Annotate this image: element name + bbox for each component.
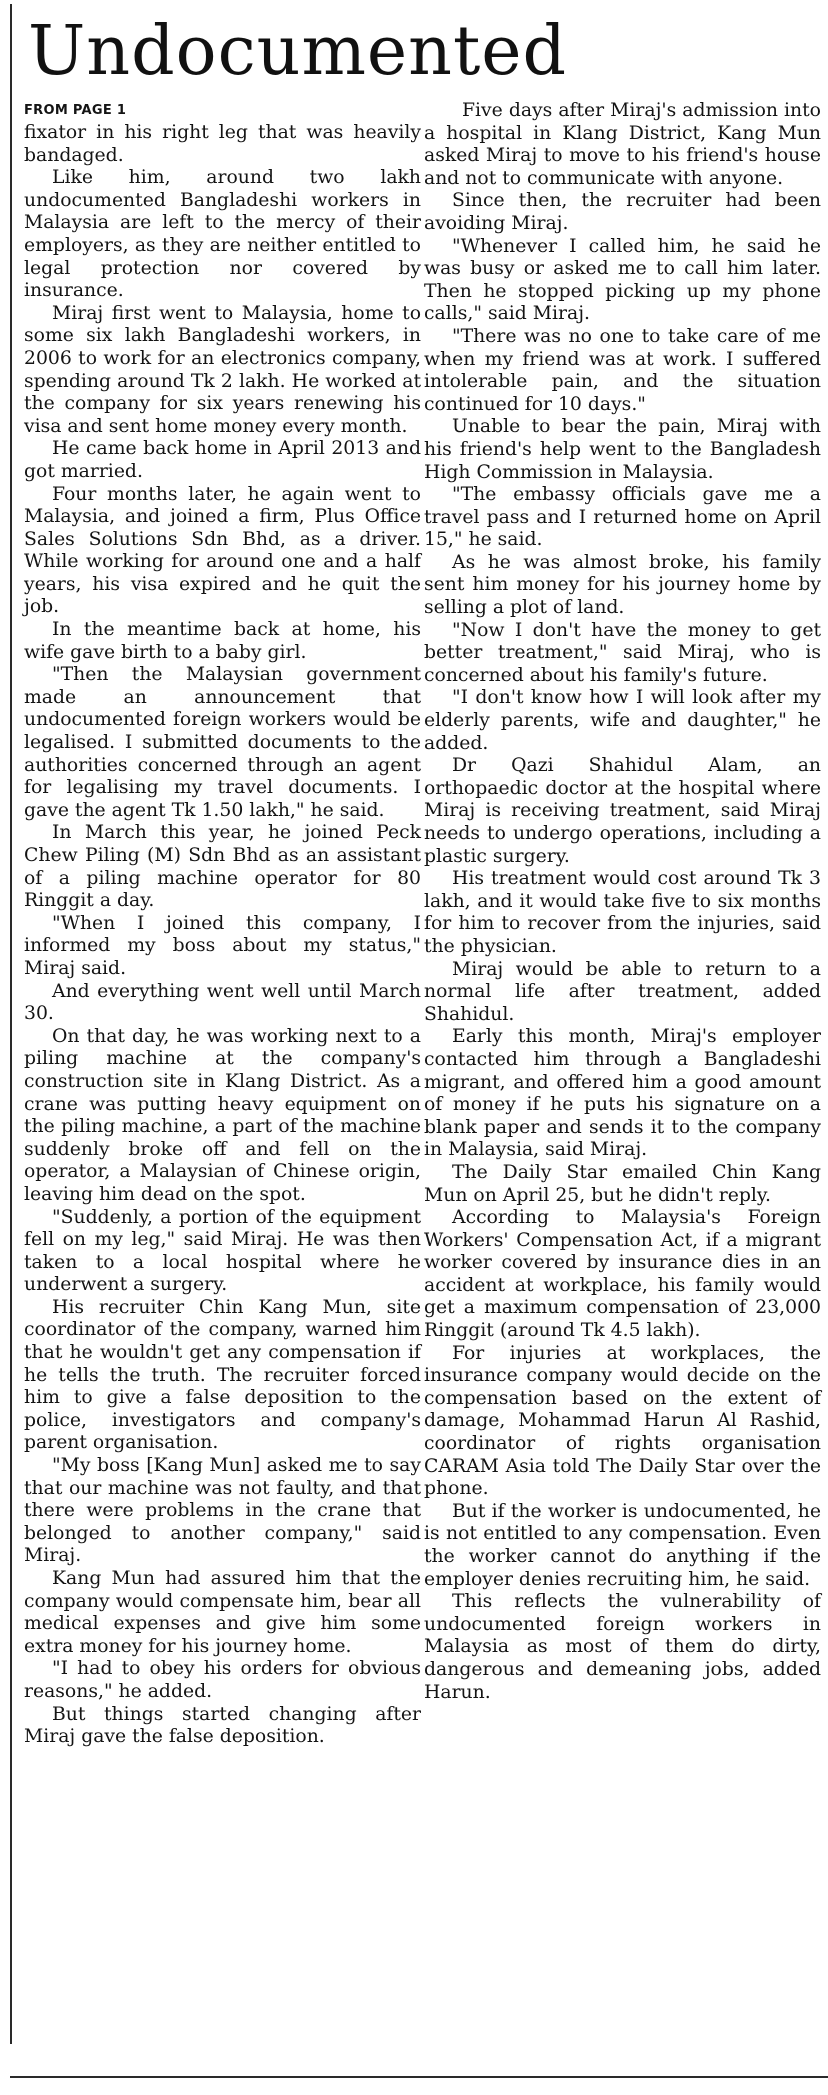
paragraph: Early this month, Miraj's employer contacted him through a Bangladeshi migrant, and offered him a good amount of money if he puts his signature on a blank paper and sends it to the company in Malaysia, said Miraj. — [424, 1026, 821, 1161]
paragraph: In March this year, he joined Peck Chew Piling (M) Sdn Bhd as an assistant of a piling machine operator for 80 Ringgit a day. — [24, 822, 421, 912]
paragraph: As he was almost broke, his family sent him money for his journey home by selling a plot of land. — [424, 551, 821, 619]
paragraph: "There was no one to take care of me when my friend was at work. I suffered intolerable pain, and the situation continued for 10 days." — [424, 325, 821, 415]
paragraph: "Whenever I called him, he said he was busy or asked me to call him later. Then he stopped picking up my phone calls," said Miraj. — [424, 235, 821, 325]
paragraph: His recruiter Chin Kang Mun, site coordinator of the company, warned him that he wouldn't get any compensation if he tells the truth. The recruiter forced him to give a false deposition to the police, investigators and company's parent organisation. — [24, 1296, 421, 1454]
paragraph: Dr Qazi Shahidul Alam, an orthopaedic doctor at the hospital where Miraj is receiving treatment, said Miraj needs to undergo operations, including a plastic surgery. — [424, 755, 821, 867]
paragraph: Miraj first went to Malaysia, home to some six lakh Bangladeshi workers, in 2006 to work for an electronics company, spending around Tk 2 lakh. He worked at the company for six years renewing his visa and sent home money every month. — [24, 302, 421, 437]
paragraph: Five days after Miraj's admission into a hospital in Klang District, Kang Mun asked Miraj to move to his friend's house and not to communicate with anyone. — [424, 100, 821, 189]
paragraph: Kang Mun had assured him that the company would compensate him, bear all medical expenses and give him some extra money for his journey home. — [24, 1568, 421, 1657]
paragraph: Four months later, he again went to Malaysia, and joined a firm, Plus Office Sales Solutions Sdn Bhd, as a driver. While working for around one and a half years, his visa expired and he quit the job. — [24, 483, 421, 618]
left-column — [24, 100, 421, 1749]
paragraph: According to Malaysia's Foreign Workers' Compensation Act, if a migrant worker covered by insurance dies in an accident at workplace, his family would get a maximum compensation of 23,000 Ringgit (around Tk 4.5 lakh). — [424, 1207, 821, 1342]
paragraph: He came back home in April 2013 and got married. — [24, 438, 421, 482]
paragraph: Miraj would be able to return to a normal life after treatment, added Shahidul. — [424, 958, 821, 1025]
paragraph: fixator in his right leg that was heavily bandaged. — [24, 122, 421, 166]
paragraph: This reflects the vulnerability of undocumented foreign workers in Malaysia as most of them do dirty, dangerous and demeaning jobs, added Harun. — [424, 1591, 821, 1703]
paragraph: On that day, he was working next to a piling machine at the company's construction site in Klang District. As a crane was putting heavy equipment on the piling machine, a part of the machine suddenly broke off and fell on the operator, a Malaysian of Chinese origin, leaving him dead on the spot. — [24, 1025, 421, 1205]
paragraph: The Daily Star emailed Chin Kang Mun on April 25, but he didn't reply. — [424, 1161, 821, 1206]
paragraph: "Suddenly, a portion of the equipment fell on my leg," said Miraj. He was then taken to a local hospital where he underwent a surgery. — [24, 1206, 421, 1296]
paragraph: But if the worker is undocumented, he is not entitled to any compensation. Even the worker cannot do anything if the employer denies recruiting him, he said. — [424, 1500, 821, 1590]
paragraph: In the meantime back at home, his wife gave birth to a baby girl. — [24, 619, 421, 663]
paragraph: "My boss [Kang Mun] asked me to say that our machine was not faulty, and that there were problems in the crane that belonged to another company," said Miraj. — [24, 1455, 421, 1567]
paragraph: Like him, around two lakh undocumented Bangladeshi workers in Malaysia are left to the mercy of their employers, as they are neither entitled to legal protection nor covered by insurance. — [24, 167, 421, 302]
left-border-rule — [10, 4, 12, 2044]
paragraph: For injuries at workplaces, the insurance company would decide on the compensation based on the extent of damage, Mohammad Harun Al Rashid, coordinator of rights organisation CARAM Asia told The Daily Star over the phone. — [424, 1342, 821, 1500]
paragraph: "The embassy officials gave me a travel pass and I returned home on April 15," he said. — [424, 484, 821, 551]
paragraph: "When I joined this company, I informed my boss about my status," Miraj said. — [24, 912, 421, 979]
headline: Undocumented — [28, 12, 568, 91]
paragraph: "Then the Malaysian government made an announcement that undocumented foreign workers would be legalised. I submitted documents to the authorities concerned through an agent for legalising my travel documents. I gave the agent Tk 1.50 lakh," he said. — [24, 664, 421, 821]
paragraph: But things started changing after Miraj gave the false deposition. — [24, 1703, 421, 1748]
right-column — [424, 100, 821, 1704]
paragraph: "I don't know how I will look after my elderly parents, wife and daughter," he added. — [424, 687, 821, 754]
bottom-border-rule — [10, 2076, 828, 2078]
paragraph: And everything went well until March 30. — [24, 980, 421, 1025]
paragraph: "Now I don't have the money to get better treatment," said Miraj, who is concerned about his family's future. — [424, 619, 821, 686]
paragraph: Unable to bear the pain, Miraj with his friend's help went to the Bangladesh High Commission in Malaysia. — [424, 416, 821, 483]
paragraph: "I had to obey his orders for obvious reasons," he added. — [24, 1658, 421, 1702]
paragraph: Since then, the recruiter had been avoiding Miraj. — [424, 190, 821, 234]
from-page-label: FROM PAGE 1 — [24, 103, 127, 118]
paragraph: His treatment would cost around Tk 3 lakh, and it would take five to six months for him to recover from the injuries, said the physician. — [424, 868, 821, 957]
